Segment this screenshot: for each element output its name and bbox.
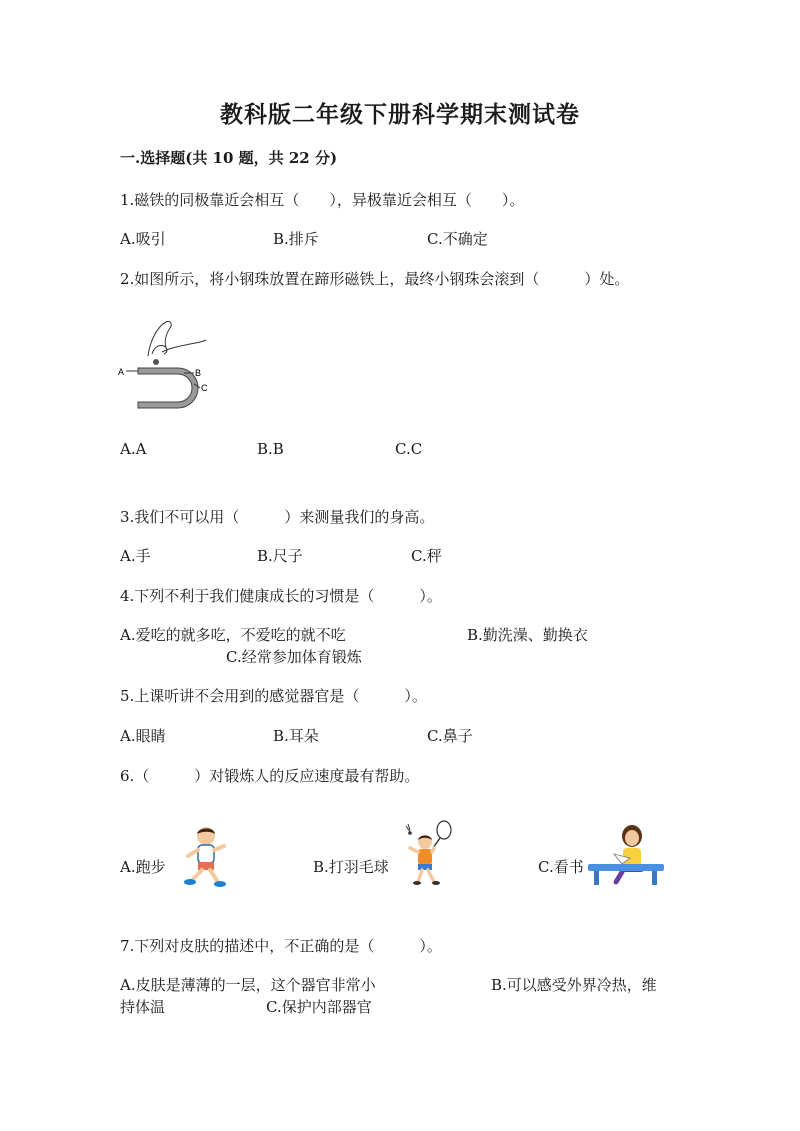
question-5-stem: 5.上课听讲不会用到的感觉器官是（ ）。 [120,687,427,705]
question-3-option-c[interactable]: C.秤 [411,547,442,565]
hand-outline [148,321,171,356]
question-6-option-a[interactable]: A.跑步 [120,858,166,876]
question-1-option-c[interactable]: C.不确定 [427,230,488,248]
magnet-body [138,368,198,408]
question-3-option-a[interactable]: A.手 [120,547,151,565]
label-a: A [118,367,125,377]
label-b: B [195,368,202,378]
question-4-option-b[interactable]: B.勤洗澡、勤换衣 [467,626,588,644]
question-4-stem: 4.下列不利于我们健康成长的习惯是（ ）。 [120,587,442,605]
question-7-stem: 7.下列对皮肤的描述中，不正确的是（ ）。 [120,937,442,955]
question-5-option-b[interactable]: B.耳朵 [273,727,319,745]
girl-reading-book-icon [586,824,666,890]
running-boy-icon [180,826,228,888]
question-7-option-b-continued: 持体温 [120,998,166,1016]
question-7-option-a[interactable]: A.皮肤是薄薄的一层，这个器官非常小 [120,976,376,994]
page-title: 教科版二年级下册科学期末测试卷 [220,101,580,128]
question-1-stem: 1.磁铁的同极靠近会相互（ ），异极靠近会相互（ ）。 [120,191,525,209]
question-2-stem: 2.如图所示，将小钢珠放置在蹄形磁铁上，最终小钢珠会滚到（ ）处。 [120,270,630,288]
question-4-option-c[interactable]: C.经常参加体育锻炼 [226,648,362,666]
arm-outline [162,340,206,352]
question-7-option-c[interactable]: C.保护内部器官 [266,998,372,1016]
question-1-option-a[interactable]: A.吸引 [120,230,166,248]
question-3-stem: 3.我们不可以用（ ）来测量我们的身高。 [120,508,435,526]
question-2-option-b[interactable]: B.B [257,440,284,458]
section-heading: 一.选择题(共 10 题，共 22 分) [120,149,338,167]
question-6-option-b[interactable]: B.打羽毛球 [313,858,389,876]
steel-ball [153,359,159,365]
label-c: C [201,383,208,393]
horseshoe-magnet-figure [118,318,213,410]
question-5-option-c[interactable]: C.鼻子 [427,727,473,745]
question-2-option-c[interactable]: C.C [395,440,423,458]
question-2-option-a[interactable]: A.A [120,440,147,458]
badminton-player-icon [400,820,458,888]
question-3-option-b[interactable]: B.尺子 [257,547,303,565]
question-4-option-a[interactable]: A.爱吃的就多吃，不爱吃的就不吃 [120,626,346,644]
question-6-stem: 6.（ ）对锻炼人的反应速度最有帮助。 [120,767,420,785]
question-6-option-c[interactable]: C.看书 [538,858,584,876]
question-5-option-a[interactable]: A.眼睛 [120,727,166,745]
question-7-option-b[interactable]: B.可以感受外界冷热，维 [491,976,657,994]
question-1-option-b[interactable]: B.排斥 [273,230,319,248]
